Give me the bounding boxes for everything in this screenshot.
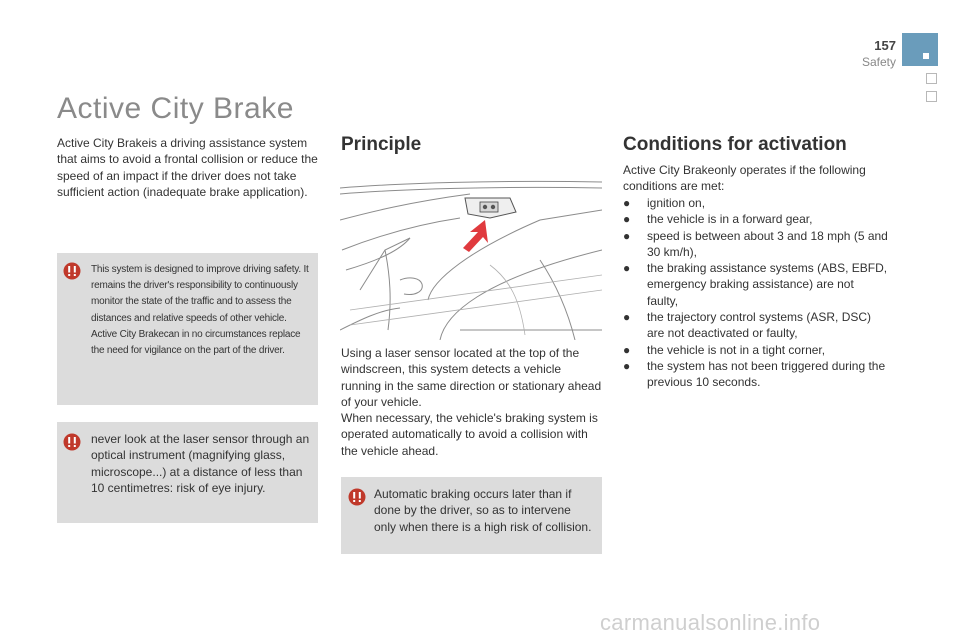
list-item: ● the braking assistance systems (ABS, EBFD, emergency braking assistance) are not faulty, xyxy=(623,261,888,308)
conditions-heading: Conditions for activation xyxy=(623,134,847,155)
section-label: Safety xyxy=(861,55,896,69)
warning-box-1-text xyxy=(91,262,313,359)
warning-icon xyxy=(348,488,366,506)
list-item: ● the trajectory control systems (ASR, DSC) are not deactivated or faulty, xyxy=(623,310,872,341)
warning-box-2-text: never look at the laser sensor through an optical instrument (magnifying glass, microscope...) at a distance of less than 10 centimetres: risk of eye injury. xyxy=(91,432,310,495)
principle-text xyxy=(341,345,603,459)
warning-icon xyxy=(63,262,81,280)
section-tab-box-2 xyxy=(926,91,937,102)
list-item: ● the vehicle is not in a tight corner, xyxy=(623,342,826,357)
bullet: ● xyxy=(623,342,631,357)
page-title: Active City Brake xyxy=(57,92,294,125)
windscreen-sensor-illustration xyxy=(340,180,602,340)
section-tab-dot xyxy=(923,53,929,59)
warning-box-3-text: Automatic braking occurs later than if done by the driver, so as to intervene only when there is a high risk of collision. xyxy=(374,487,592,534)
principle-para-1: Using a laser sensor located at the top of the windscreen, this system detects a vehicle running in the same direction or stationary ahead of your vehicle. xyxy=(341,346,602,409)
warning-box-1-line2: Active City Brakecan in no circumstances replace the need for vigilance on the part of the driver. xyxy=(91,328,301,357)
bullet: ● xyxy=(623,228,631,243)
list-item: ● the vehicle is in a forward gear, xyxy=(623,212,813,227)
bullet: ● xyxy=(623,261,631,276)
section-tab-box-1 xyxy=(926,73,937,84)
list-item: ● speed is between about 3 and 18 mph (5 and 30 km/h), xyxy=(623,228,888,259)
bullet: ● xyxy=(623,310,631,325)
page-number: 157 xyxy=(874,38,896,53)
intro-paragraph: Active City Brakeis a driving assistance system that aims to avoid a frontal collision or reduce the speed of an impact if the driver does not take sufficient action (inadequate brake application). xyxy=(57,136,318,199)
conditions-list xyxy=(623,195,888,391)
conditions-intro: Active City Brakeonly operates if the following conditions are met: xyxy=(623,163,866,194)
principle-heading: Principle xyxy=(341,134,422,155)
principle-para-2: When necessary, the vehicle's braking system is operated automatically to avoid a collision with the vehicle ahead. xyxy=(341,411,598,458)
bullet: ● xyxy=(623,196,631,210)
bullet: ● xyxy=(623,212,631,227)
list-item: ● ignition on, xyxy=(623,196,706,210)
bullet: ● xyxy=(623,358,631,373)
warning-icon xyxy=(63,433,81,451)
watermark: carmanualsonline.info xyxy=(600,610,821,635)
section-tab xyxy=(902,33,938,66)
warning-box-1-line1: This system is designed to improve driving safety. It remains the driver's responsibility to continuously monitor the state of the traffic and to assess the distances and relative speeds of other vehicle. xyxy=(91,264,309,324)
list-item: ● the system has not been triggered during the previous 10 seconds. xyxy=(623,358,886,390)
